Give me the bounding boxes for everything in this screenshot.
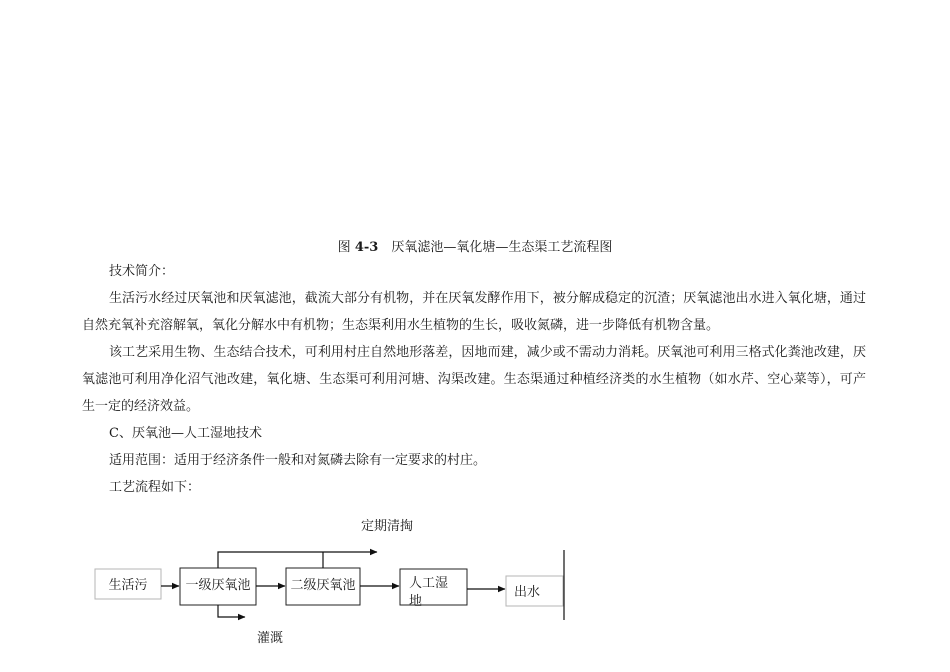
paragraph-process-description: 生活污水经过厌氧池和厌氧滤池，截流大部分有机物，并在厌氧发酵作用下，被分解成稳定的沉渣；厌氧滤池出水进入氧化塘，通过自然充氧补充溶解氧，氧化分解水中有机物；生态渠利用水生植物的生长，吸收氮磷，进一步降低有机物含量。 xyxy=(82,291,866,333)
stage2-label: 二级厌氧池 xyxy=(290,578,356,593)
sludge-removal-label: 定期清掏 xyxy=(360,519,414,534)
intro-heading: 技术简介： xyxy=(109,264,175,279)
figure-title: 厌氧滤池—氧化塘—生态渠工艺流程图 xyxy=(391,240,613,255)
arrow-irrigation xyxy=(218,605,245,617)
flow-intro: 工艺流程如下： xyxy=(109,480,201,495)
wetland-label-line2: 地 xyxy=(409,594,423,609)
figure-number: 4-3 xyxy=(354,240,379,255)
source-label: 生活污 xyxy=(108,578,148,593)
scope-paragraph: 适用范围：适用于经济条件一般和对氮磷去除有一定要求的村庄。 xyxy=(109,453,487,468)
wetland-label-line1: 人工湿 xyxy=(409,576,449,591)
paragraph-process-advantages: 该工艺采用生物、生态结合技术，可利用村庄自然地形落差，因地而建，减少或不需动力消耗。厌氧池可利用三格式化粪池改建，厌氧滤池可利用净化沼气池改建，氧化塘、生态渠可利用河塘、沟渠改建。生态渠通过种植经济类的水生植物（如水芹、空心菜等），可产生一定的经济效益。 xyxy=(82,345,866,414)
outlet-label: 出水 xyxy=(514,585,541,600)
section-heading: C、厌氧池—人工湿地技术 xyxy=(109,426,262,441)
irrigation-label: 灌溉 xyxy=(256,631,284,646)
stage1-label: 一级厌氧池 xyxy=(185,578,251,593)
arrow-sludge-removal xyxy=(218,552,377,568)
figure-caption-prefix: 图 xyxy=(337,240,355,255)
